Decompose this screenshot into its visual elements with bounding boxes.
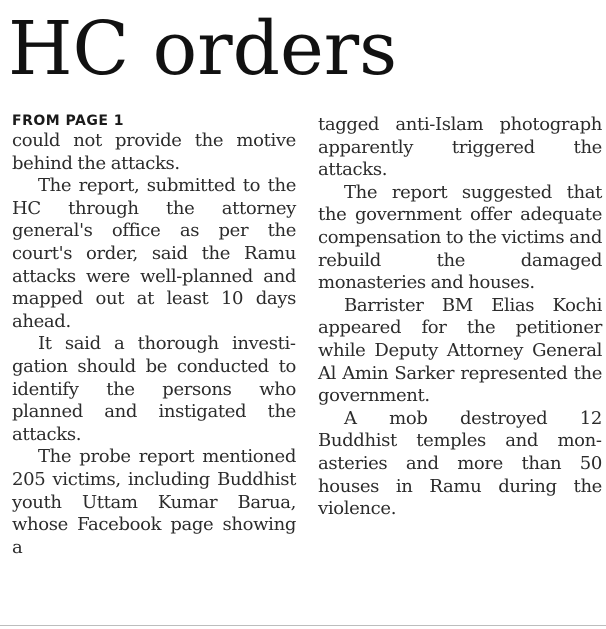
paragraph: The report, submitted to the HC through the attorney general's office as per the court's order, said the Ramu attacks were well-planned and mapped out at least 10 days ahead. [12, 175, 296, 332]
paragraph: It said a thorough investigation should be conducted to identify the persons who planned and instigated the attacks. [12, 333, 296, 445]
paragraph: A mob destroyed 12 Buddhist temples and monasteries and more than 50 houses in Ramu during the violence. [318, 407, 602, 520]
continuation-kicker: FROM PAGE 1 [12, 113, 125, 129]
left-column [12, 106, 296, 559]
bottom-rule [0, 625, 606, 626]
paragraph: The probe report mentioned 205 victims, including Buddhist youth Uttam Kumar Barua, whose Facebook page showing a [12, 446, 296, 558]
right-column [318, 114, 602, 521]
headline: HC orders [8, 6, 398, 92]
paragraph: could not provide the motive behind the attacks. [12, 130, 296, 174]
paragraph: The report suggested that the government offer adequate compensation to the victims and rebuild the damaged monasteries and houses. [318, 181, 602, 294]
paragraph: Barrister BM Elias Kochi appeared for the petitioner while Deputy Attorney General Al Amin Sarker represented the government. [318, 294, 602, 407]
paragraph: tagged anti-Islam photograph apparently triggered the attacks. [318, 114, 602, 181]
